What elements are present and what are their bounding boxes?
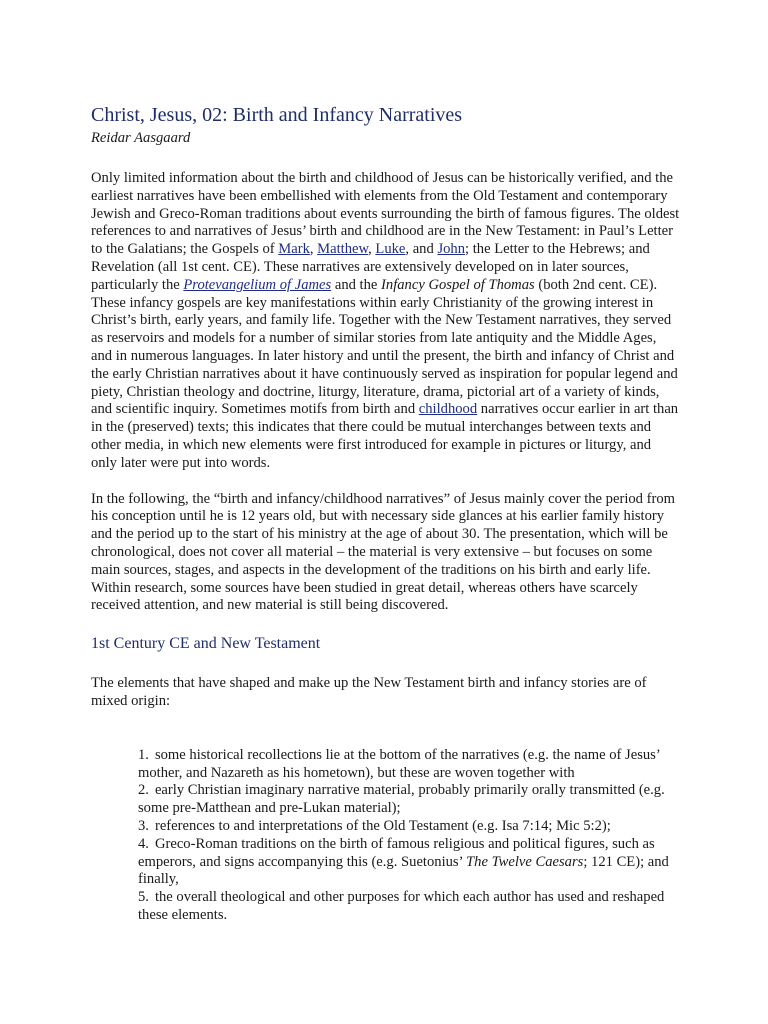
list-item bbox=[138, 818, 680, 836]
list-item bbox=[138, 747, 680, 783]
elements-list bbox=[91, 747, 680, 925]
list-number: 5. bbox=[138, 889, 149, 906]
article-title: Christ, Jesus, 02: Birth and Infancy Narratives bbox=[91, 104, 463, 126]
list-number: 4. bbox=[138, 835, 149, 852]
list-number: 1. bbox=[138, 746, 149, 763]
link-protevangelium[interactable]: Protevangelium of James bbox=[183, 276, 332, 293]
text-run: and the bbox=[331, 276, 382, 293]
text-run: narratives occur earlier in art than in the (preserved) texts; this indicates that there could be mutual interchanges between texts and other media, in which new elements were first introduced for example in pictures or liturgy, and only later were put into words. bbox=[91, 401, 679, 471]
infancy-gospel-title: Infancy Gospel of Thomas bbox=[381, 276, 535, 293]
list-text: early Christian imaginary narrative material, probably primarily orally transmitted (e.g. some pre-Matthean and pre-Lukan material); bbox=[138, 782, 665, 817]
text-run: , bbox=[368, 241, 376, 258]
section-intro: The elements that have shaped and make up the New Testament birth and infancy stories are of mixed origin: bbox=[91, 675, 647, 709]
list-item bbox=[138, 782, 680, 818]
paragraph-scope: In the following, the “birth and infancy/childhood narratives” of Jesus mainly cover the period from his conception until he is 12 years old, but with necessary side glances at his earlier family history and the period up to the start of his ministry at the age of about 30. The presentation, which will be chronological, does not cover all material – the material is very extensive – but focuses on some main sources, stages, and aspects in the development of the traditions on his birth and early life. Within research, some sources have been studied in great detail, whereas others have scarcely received attention, and new material is still being discovered. bbox=[91, 490, 675, 614]
text-run: ; the Letter to the Hebrews; and Revelation (all 1st cent. CE). These narratives are extensively developed on in later sources, particularly the bbox=[91, 241, 650, 293]
paragraph-intro bbox=[91, 170, 680, 473]
list-text: the overall theological and other purposes for which each author has used and reshaped these elements. bbox=[138, 889, 665, 923]
list-text: some historical recollections lie at the bottom of the narratives (e.g. the name of Jesus’ mother, and Nazareth as his hometown), but these are woven together with bbox=[138, 746, 660, 781]
article-author: Reidar Aasgaard bbox=[91, 130, 191, 146]
list-text: references to and interpretations of the Old Testament (e.g. Isa 7:14; Mic 5:2); bbox=[154, 817, 611, 834]
text-run: , bbox=[309, 241, 318, 258]
link-john[interactable]: John bbox=[437, 241, 466, 258]
link-luke[interactable]: Luke bbox=[375, 241, 406, 258]
list-text: Greco-Roman traditions on the birth of famous religious and political figures, such as emperors, and signs accompanying this (e.g. Suetonius’ bbox=[138, 835, 655, 870]
list-item bbox=[138, 836, 680, 889]
text-run: Only limited information about the birth and childhood of Jesus can be historically verified, and the earliest narratives have been embellished with elements from the Old Testament and contemporary Jewish and Greco-Roman traditions about events surrounding the birth of famous figures. The oldest references to and narratives of Jesus’ birth and childhood are in the New Testament: in Paul’s Letter to the Galatians; the Gospels of bbox=[91, 170, 680, 258]
link-mark[interactable]: Mark bbox=[278, 241, 310, 258]
work-title: The Twelve Caesars bbox=[466, 853, 584, 870]
text-run: , and bbox=[405, 241, 438, 258]
link-matthew[interactable]: Matthew bbox=[317, 241, 369, 258]
list-number: 3. bbox=[138, 817, 149, 834]
link-childhood[interactable]: childhood bbox=[418, 401, 478, 418]
list-number: 2. bbox=[138, 782, 149, 799]
list-item bbox=[138, 889, 680, 925]
section-heading: 1st Century CE and New Testament bbox=[91, 635, 321, 653]
list-text-tail: ; 121 CE); and finally, bbox=[138, 853, 669, 888]
text-run: (both 2nd cent. CE). These infancy gospels are key manifestations within early Christianity of the growing interest in Christ’s birth, early years, and family life. Together with the New Testament narratives, they served as reservoirs and models for a number of similar stories from late antiquity and the Middle Ages, and in numerous languages. In later history and until the present, the birth and infancy of Christ and the early Christian narratives about it have continuously served as inspiration for popular legend and piety, Christian theology and doctrine, liturgy, literature, drama, pictorial art of a variety of kinds, and scientific inquiry. Sometimes motifs from birth and bbox=[91, 276, 678, 418]
